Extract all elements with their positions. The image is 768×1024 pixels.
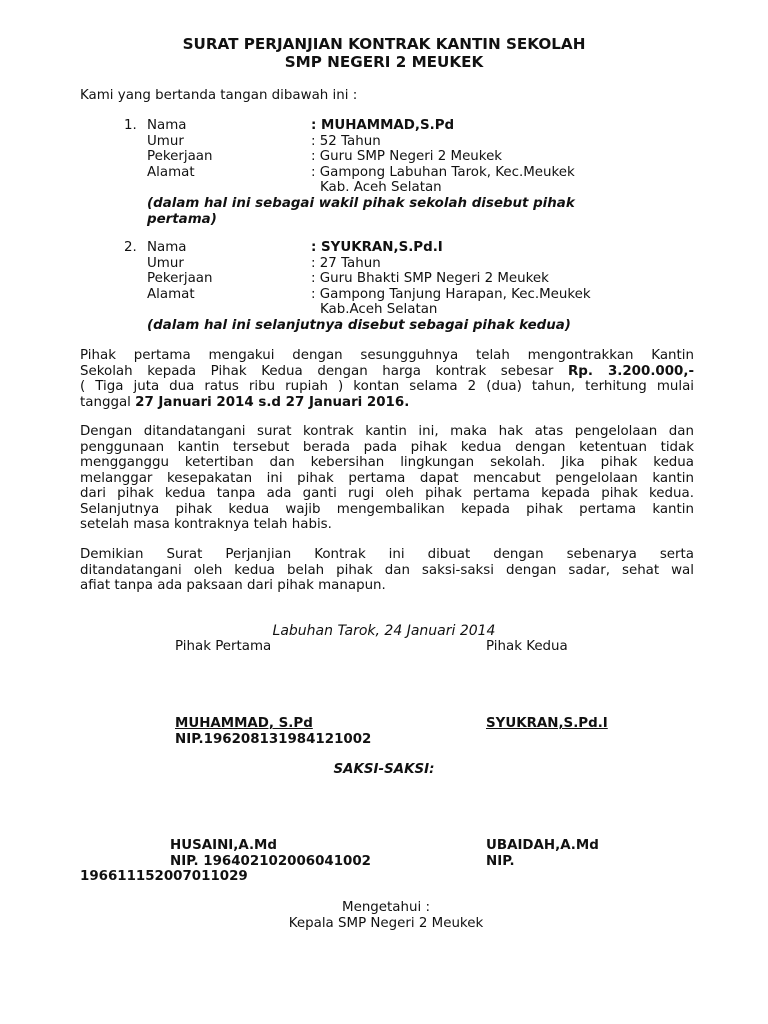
party1-value-address: : Gampong Labuhan Tarok, Kec.Meukek <box>311 164 575 180</box>
party1-label-age: Umur <box>147 133 184 149</box>
acknowledge-label: Mengetahui : <box>342 900 430 915</box>
paragraph2-line: setelah masa kontraknya telah habis. <box>80 517 332 532</box>
party2-label-age: Umur <box>147 255 184 271</box>
paragraph3-line: ditandatangani oleh kedua belah pihak dan saksi-saksi dengan sadar, sehat wal <box>80 562 694 578</box>
second-party-name: SYUKRAN,S.Pd.I <box>486 716 608 731</box>
paragraph3-line: afiat tanpa ada paksaan dari pihak manapun. <box>80 578 386 593</box>
witness-nip-continued: 196611152007011029 <box>80 869 248 884</box>
paragraph2-line: Selanjutnya pihak kedua wajib mengembalikan kepada pihak pertama kantin <box>80 501 694 517</box>
paragraph1-line-price <box>80 364 694 380</box>
party2-value-age: : 27 Tahun <box>311 255 381 271</box>
party2-value-job: : Guru Bhakti SMP Negeri 2 Meukek <box>311 271 549 286</box>
second-party-label: Pihak Kedua <box>486 639 568 654</box>
paragraph-management-rights <box>80 424 694 533</box>
party2-label-name: Nama <box>147 240 187 255</box>
place-date: Labuhan Tarok, 24 Januari 2014 <box>272 623 496 639</box>
party2-value-address: : Gampong Tanjung Harapan, Kec.Meukek <box>311 286 591 302</box>
first-party-name: MUHAMMAD, S.Pd <box>175 716 313 731</box>
principal-title: Kepala SMP Negeri 2 Meukek <box>288 915 484 931</box>
party1-note-line1: (dalam hal ini sebagai wakil pihak sekolah disebut pihak <box>147 196 575 211</box>
paragraph-contract-terms <box>80 348 694 410</box>
contract-price: Rp. 3.200.000,- <box>568 363 694 379</box>
paragraph1-price-text: Sekolah kepada Pihak Kedua dengan harga kontrak sebesar <box>80 363 568 379</box>
first-party-label: Pihak Pertama <box>175 639 272 654</box>
contract-period: 27 Januari 2014 s.d 27 Januari 2016. <box>135 394 410 410</box>
paragraph3-line: Demikian Surat Perjanjian Kontrak ini dibuat dengan sebenarya serta <box>80 547 694 562</box>
paragraph2-line: melanggar kesepakatan ini pihak pertama dapat mencabut pengelolaan kantin <box>80 470 694 486</box>
party1-value-job: : Guru SMP Negeri 2 Meukek <box>311 149 503 164</box>
paragraph-closing <box>80 547 694 594</box>
paragraph2-line: penggunaan kantin tersebut berada pada pihak kedua dengan ketentuan tidak <box>80 439 694 455</box>
document-title-line2: SMP NEGERI 2 MEUKEK <box>284 53 484 71</box>
paragraph1-line: Pihak pertama mengakui dengan sesungguhnya telah mengontrakkan Kantin <box>80 348 694 363</box>
paragraph1-line-date <box>80 395 694 411</box>
party2-note: (dalam hal ini selanjutnya disebut sebagai pihak kedua) <box>147 317 571 333</box>
paragraph2-line: Dengan ditandatangani surat kontrak kantin ini, maka hak atas pengelolaan dan <box>80 424 694 439</box>
document-title-line1: SURAT PERJANJIAN KONTRAK KANTIN SEKOLAH <box>182 35 586 53</box>
party2-label-address: Alamat <box>147 286 195 302</box>
party2-value-name: : SYUKRAN,S.Pd.I <box>311 240 443 255</box>
witness2-nip: NIP. <box>486 853 515 869</box>
party1-note-line2: pertama) <box>147 211 217 227</box>
paragraph1-date-text: tanggal <box>80 394 136 410</box>
party1-value-address-cont: Kab. Aceh Selatan <box>320 180 442 195</box>
party1-label-name: Nama <box>147 118 187 133</box>
witnesses-heading: SAKSI-SAKSI: <box>333 762 435 777</box>
party1-label-address: Alamat <box>147 164 195 180</box>
party1-value-age: : 52 Tahun <box>311 133 381 149</box>
witness1-name: HUSAINI,A.Md <box>170 838 277 853</box>
witness2-name: UBAIDAH,A.Md <box>486 838 599 853</box>
paragraph1-line: ( Tiga juta dua ratus ribu rupiah ) kontan selama 2 (dua) tahun, terhitung mulai <box>80 379 694 394</box>
intro-text: Kami yang bertanda tangan dibawah ini : <box>80 88 358 103</box>
paragraph2-line: mengganggu ketertiban dan kebersihan lingkungan sekolah. Jika pihak kedua <box>80 455 694 470</box>
party2-number: 2. <box>124 240 137 255</box>
party2-label-job: Pekerjaan <box>147 271 213 286</box>
party1-value-name: : MUHAMMAD,S.Pd <box>311 118 455 133</box>
first-party-nip: NIP.196208131984121002 <box>175 731 372 747</box>
party2-value-address-cont: Kab.Aceh Selatan <box>320 302 438 317</box>
witness1-nip: NIP. 196402102006041002 <box>170 853 372 869</box>
paragraph2-line: dari pihak kedua tanpa ada ganti rugi oleh pihak pertama kepada pihak kedua. <box>80 486 694 501</box>
party1-label-job: Pekerjaan <box>147 149 213 164</box>
party1-number: 1. <box>124 118 137 133</box>
